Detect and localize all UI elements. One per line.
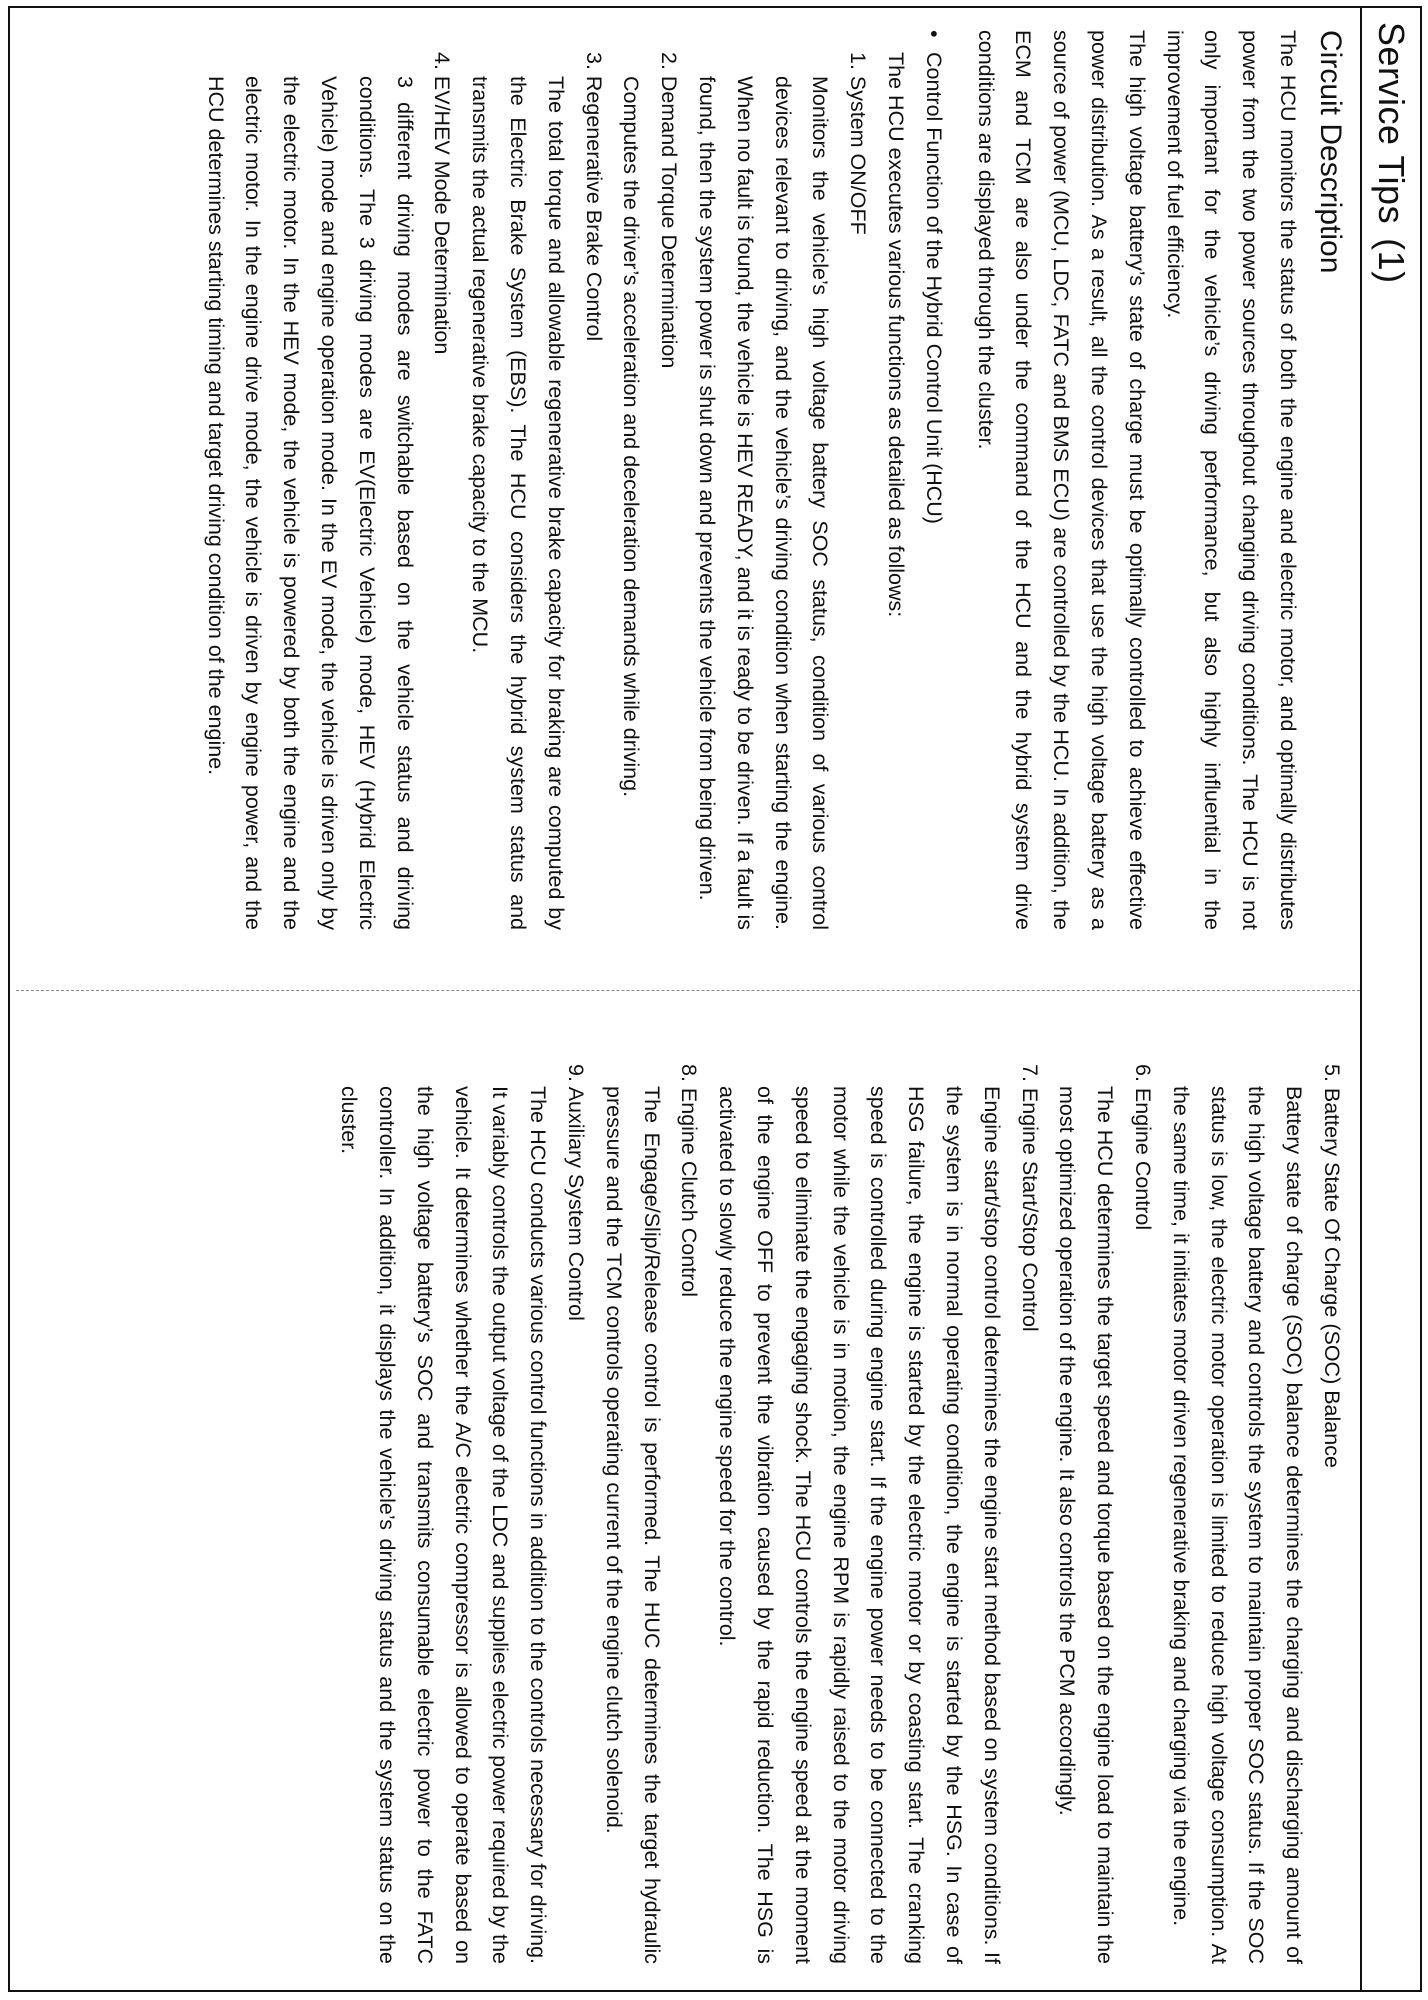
item-body: Battery state of charge (SOC) balance determines the charging and discharging amount of the high voltage battery and controls the system to maintain proper SOC status. If the SOC status is low, the electric motor operation is limited to reduce high voltage consumption. At the same time, it initiates motor driven regenerative braking and charging via the engine. <box>1168 1086 1307 1964</box>
item-body: Computes the driver’s acceleration and deceleration demands while driving. <box>619 76 644 798</box>
item-heading: 6. Engine Control <box>1131 1064 1156 1231</box>
bullet-icon: • <box>921 30 946 38</box>
right-column <box>329 1064 1350 1964</box>
list-item <box>1048 1064 1161 1964</box>
item-body: The HCU determines the target speed and torque based on the engine load to maintain the most optimized operation of the engine. It also controls the PCM accordingly. <box>1055 1086 1118 1964</box>
item-heading: 1. System ON/OFF <box>846 52 871 235</box>
list-item <box>594 1064 707 1964</box>
list-item <box>196 30 461 930</box>
list-item <box>612 30 688 930</box>
list-item <box>1161 1064 1350 1964</box>
page-title <box>1370 22 1412 284</box>
left-column <box>196 30 1350 930</box>
item-body: 3 different driving modes are switchable based on the vehicle status and driving conditions. The 3 driving modes are EV(Electric Vehicle) mode, HEV (Hybrid Electric Vehicle) mode and engine operation mode. In the EV mode, the vehicle is driven only by the electric motor. In the HEV mode, the vehicle is powered by both the engine and the electric motor. In the engine drive mode, the vehicle is driven by engine power, and the HCU determines starting timing and target driving condition of the engine. <box>203 76 417 930</box>
item-heading: 7. Engine Start/Stop Control <box>1017 1064 1042 1332</box>
control-function-heading <box>914 30 952 930</box>
item-heading: 5. Battery State Of Charge (SOC) Balance <box>1320 1064 1344 1468</box>
list-item <box>687 30 876 930</box>
item-heading: 4. EV/HEV Mode Determination <box>430 52 455 355</box>
page-number: (1) <box>1371 238 1412 284</box>
item-body: The Engage/Slip/Release control is performed. The HUC determines the target hydraulic pressure and the TCM controls operating current of the engine clutch solenoid. <box>601 1086 664 1964</box>
item-heading: 2. Demand Torque Determination <box>657 52 682 369</box>
control-function-title: Control Function of the Hybrid Control Unit (HCU) <box>921 52 946 524</box>
item-body: Monitors the vehicle’s high voltage battery SOC status, condition of various control devices relevant to driving, and the vehicle’s driving condition when starting the engine. When no fault is found, the vehicle is HEV READY, and it is ready to be driven. If a fault is found, then the system power is shut down and prevents the vehicle from being driven. <box>695 76 833 930</box>
control-function-intro: The HCU executes various functions as detailed as follows: <box>884 52 909 618</box>
circuit-paragraph-1: The HCU monitors the status of both the engine and electric motor, and optimally distributes power from the two power sources throughout changing driving conditions. The HCU is not only important for the vehicle’s driving performance, but also highly influential in the improvement of fuel efficiency. <box>1162 30 1300 930</box>
list-item <box>460 30 611 930</box>
list-item <box>707 1064 1047 1964</box>
item-body: The total torque and allowable regenerative brake capacity for braking are computed by the Electric Brake System (EBS). The HCU considers the hybrid system status and transmits the actual regenerative brake capacity to the MCU. <box>468 76 568 930</box>
spacer <box>952 30 966 930</box>
list-item <box>329 1064 594 1964</box>
page-title-text: Service Tips <box>1371 22 1412 225</box>
item-heading: 9. Auxiliary System Control <box>564 1064 589 1321</box>
header-band <box>1360 8 1420 1990</box>
page-frame <box>8 6 1422 1992</box>
item-body: Engine start/stop control determines the engine start method based on system conditions. If the system is in normal operating condition, the engine is started by the HSG. In case of HSG failure, the engine is started by the electric motor or by coasting start. The cranking speed is controlled during engine start. If the engine power needs to be connected to the motor while the vehicle is in motion, the engine RPM is rapidly raised to the motor driving speed to eliminate the engaging shock. The HCU controls the engine speed at the moment of the engine OFF to prevent the vibration caused by the rapid reduction. The HSG is activated to slowly reduce the engine speed for the control. <box>715 1086 1004 1964</box>
item-heading: 8. Engine Clutch Control <box>677 1064 702 1298</box>
circuit-description-title: Circuit Description <box>1314 30 1347 274</box>
circuit-paragraph-2: The high voltage battery’s state of charge must be optimally controlled to achieve effective power distribution. As a result, all the control devices that use the high voltage battery as a source of power (MCU, LDC, FATC and BMS ECU) are controlled by the HCU. In addition, the ECM and TCM are also under the command of the HCU and the hybrid system drive conditions are displayed through the cluster. <box>973 30 1149 930</box>
column-divider <box>16 990 1360 991</box>
item-heading: 3. Regenerative Brake Control <box>581 52 606 342</box>
item-body: The HCU conducts various control functions in addition to the controls necessary for driving. It variably controls the output voltage of the LDC and supplies electric power required by the vehicle. It determines whether the A/C electric compressor is allowed to operate based on the high voltage battery’s SOC and transmits consumable electric power to the FATC controller. In addition, it displays the vehicle’s driving status and the system status on the cluster. <box>337 1086 551 1964</box>
